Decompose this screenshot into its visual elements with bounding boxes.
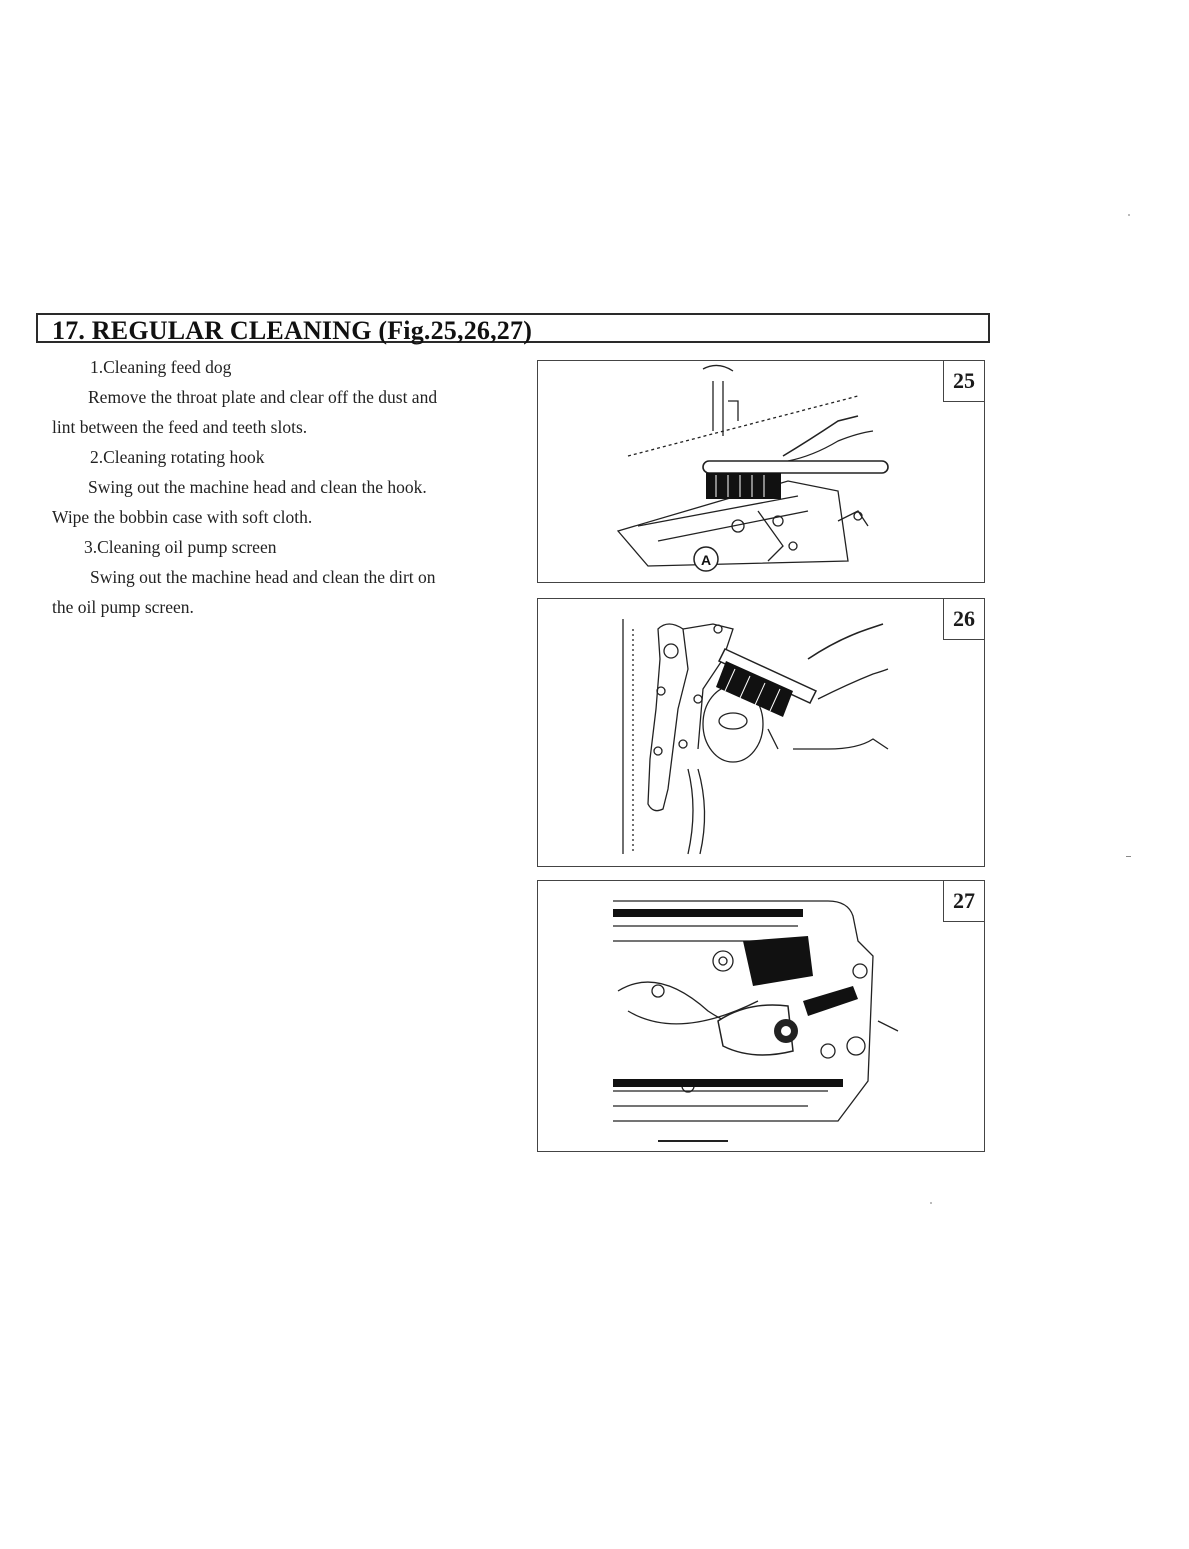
scan-speck (1128, 214, 1130, 216)
step-2-heading: 2.Cleaning rotating hook (90, 447, 265, 467)
figure-25-number: 25 (943, 360, 985, 402)
figure-26 (537, 598, 985, 867)
step-1-line-2: lint between the feed and teeth slots. (52, 417, 308, 437)
brush-rotating-hook-illustration (538, 599, 984, 866)
section-header (36, 313, 990, 343)
brush-feed-dog-illustration (538, 361, 984, 582)
scan-speck (930, 1202, 932, 1204)
oil-pump-screen-illustration (538, 881, 984, 1151)
scan-speck (1126, 856, 1131, 857)
step-1-heading: 1.Cleaning feed dog (90, 357, 232, 377)
step-3-line-1: Swing out the machine head and clean the dirt on (90, 567, 436, 587)
figure-26-number: 26 (943, 598, 985, 640)
instructions-text (52, 352, 502, 622)
step-3-line-2: the oil pump screen. (52, 597, 194, 617)
figure-27-number: 27 (943, 880, 985, 922)
figure-27 (537, 880, 985, 1152)
figure-25-callout: A (700, 552, 712, 568)
step-2-line-1: Swing out the machine head and clean the hook. (88, 477, 427, 497)
step-2-line-2: Wipe the bobbin case with soft cloth. (52, 507, 313, 527)
figure-25 (537, 360, 985, 583)
step-1-line-1: Remove the throat plate and clear off the dust and (88, 387, 438, 407)
step-3-heading: 3.Cleaning oil pump screen (84, 537, 277, 557)
section-title: 17. REGULAR CLEANING (Fig.25,26,27) (52, 316, 533, 345)
